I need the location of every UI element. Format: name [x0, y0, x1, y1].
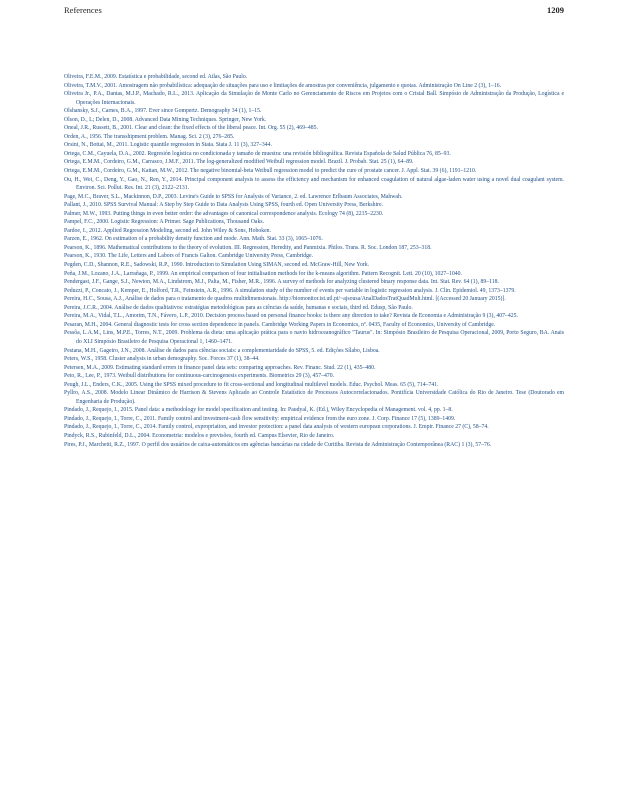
reference-entry[interactable]: Pearson, K., 1930. The Life, Letters and Labors of Francis Galton. Cambridge University Press, Cambridge.: [64, 253, 314, 260]
reference-entry[interactable]: Parzen, E., 1962. On estimation of a probability density function and mode. Ann. Math. Stat. 33 (3), 1065–1076.: [64, 236, 323, 243]
reference-entry[interactable]: Pegden, C.D., Shannon, R.E., Sadowski, R.P., 1990. Introduction to Simulation Using SIMAN, second ed. McGraw-Hill, New York.: [64, 262, 370, 269]
reference-entry[interactable]: Olshansky, S.J., Carnes, B.A., 1997. Ever since Gompertz. Demography 34 (1), 1–15.: [64, 108, 262, 115]
reference-entry[interactable]: Page, M.C., Braver, S.L., Mackinnon, D.P., 2003. Levine's Guide to SPSS for Analysis of Variance, 2. ed. Lawrence Erlbaum Associates, Mahwah.: [64, 193, 403, 200]
reference-entry[interactable]: Peters, W.S., 1958. Cluster analysis in urban demography. Soc. Forces 37 (1), 38–44.: [64, 356, 260, 363]
reference-entry[interactable]: Pereira, H.C., Sousa, A.J., Análise de dados para o tratamento de quadros multidimensionais. http://biomonitor.ist.utl.pt/~ajsousa/AnalDadosTratQuadMult.html. [(Accessed 20 January 2015)].: [64, 296, 506, 303]
reference-entry[interactable]: Pyllro, A.S., 2008. Modelo Linear Dinâmico de Harrison & Stevens Aplicado ao Controle Estatístico de Processos Autocorrelacionados. Pontifícia Universidade Católica do Rio de Janeiro. Tese (Doutorado em Engenharia de Produção).: [64, 390, 564, 405]
reference-entry[interactable]: Pallant, J., 2010. SPSS Survival Manual: A Step by Step Guide to Data Analysis Using SPSS, fourth ed. Open University Press, Berkshire.: [64, 202, 383, 209]
reference-entry[interactable]: Oliveira, F.E.M., 2009. Estatística e probabilidade, second ed. Atlas, São Paulo.: [64, 74, 248, 80]
reference-entry[interactable]: Petersen, M.A., 2009. Estimating standard errors in finance panel data sets: comparing approaches. Rev. Financ. Stud. 22 (1), 435–480.: [64, 364, 376, 371]
reference-entry[interactable]: Pesaran, M.H., 2004. General diagnostic tests for cross section dependence in panels. Cambridge Working Papers in Economics, nº. 0435, Faculty of Economics, University of Cambridge.: [64, 321, 496, 328]
reference-entry[interactable]: Pindado, J., Requejo, I., Torre, C., 2011. Family control and investment-cash flow sensitivity: empirical evidence from the euro zone. J. Corp. Finance 17 (5), 1389–1409.: [64, 415, 456, 422]
reference-entry[interactable]: Palmer, M.W., 1993. Putting things in even better order: the advantages of canonical correspondence analysis. Ecology 74 (8), 2215–2230.: [64, 210, 384, 217]
reference-entry[interactable]: Pestana, M.H., Gageiro, J.N., 2008. Análise de dados para ciências sociais: a complementaridade do SPSS, 5. ed. Edições Sílabo, Lisboa.: [64, 347, 380, 354]
reference-entry[interactable]: Pindado, J., Requejo, I., Torre, C., 2014. Family control, expropriation, and investor protection: a panel data analysis of western european corporations. J. Empir. Finance 27 (C), 58–74.: [64, 424, 489, 431]
reference-entry[interactable]: Peña, J.M., Lozano, J.A., Larrañaga, P., 1999. An empirical comparison of four initialisation methods for the k-means algorithm. Pattern Recognit. Lett. 20 (10), 1027–1040.: [64, 270, 462, 277]
reference-entry[interactable]: Orden, A., 1956. The transshipment problem. Manag. Sci. 2 (3), 276–285.: [64, 133, 235, 140]
reference-entry[interactable]: Pereira, M.A., Vidal, T.L., Amorim, T.N., Fávero, L.P., 2010. Decision process based on personal finance books: is there any direction to take? Revista de Economia e Administração 9 (3), 407–425.: [64, 313, 518, 320]
reference-entry[interactable]: Oliveira, T.M.V., 2001. Amostragem não probabilística: adequação de situações para uso e limitações de amostras por conveniência, julgamento e quotas. Administração On Line 2 (3), 1–16.: [64, 82, 502, 89]
reference-entry[interactable]: Olson, D., L; Delen, D., 2008. Advanced Data Mining Techniques. Springer, New York.: [64, 116, 267, 123]
reference-entry[interactable]: Pessôa, L.A.M., Lins, M.P.E., Torres, N.T., 2009. Problema da dieta: uma aplicação prática para o navio hidroceanográfico "Taurus". In: Simpósio Brasileiro de Pesquisa Operacional, 2009, Porto Seguro, BA. Anais do XLI Simpósio Brasileiro de Pesquisa Operacional 1, 1460–1471.: [64, 330, 564, 345]
reference-entry[interactable]: Peugh, J.L., Enders, C.K., 2005. Using the SPSS mixed procedure to fit cross-sectional and longitudinal multilevel models. Educ. Psychol. Meas. 65 (5), 714–741.: [64, 381, 439, 388]
reference-entry[interactable]: Pindado, J., Requejo, I., 2015. Panel data: a methodology for model specification and testing. In: Paudyal, K. (Ed.), Wiley Encyclopedia of Management. vol. 4, pp. 1–8.: [64, 407, 453, 414]
reference-entry[interactable]: Ortega, C.M., Cayuela, D.A., 2002. Regresión logística no condicionada y tamaño de muestra: una revisión bibliográfica. Revista Española de Salud Pública 76, 85–93.: [64, 150, 451, 157]
reference-entry[interactable]: Ou, H., Wei, C., Deng, Y., Gao, N., Ren, Y., 2014. Principal component analysis to assess the efficiency and mechanism for enhanced coagulation of natural algae-laden water using a novel dual coagulant system. Environ. Sci. Pollut. Res. Int. 21 (3), 2122–2131.: [64, 176, 564, 192]
reference-entry[interactable]: Peduzzi, P., Concato, J., Kemper, E., Holford, T.R., Feinstein, A.R., 1996. A simulation study of the number of events per variable in logistic regression analysis. J. Clin. Epidemiol. 49, 1373–1379.: [64, 287, 516, 294]
reference-entry[interactable]: Pires, P.J., Marchetti, R.Z., 1997. O perfil dos usuários de caixa-automáticos em agências bancárias na cidade de Curitiba. Revista de Administração Contemporânea (RAC) 1 (3), 57–76.: [64, 441, 492, 448]
reference-entry[interactable]: Peto, R., Lee, P., 1973. Weibull distributions for continuous-carcinogenesis experiments. Biometrics 29 (3), 457–470.: [64, 373, 335, 380]
reference-entry[interactable]: Orsini, N., Bottai, M., 2011. Logistic quantile regression in Stata. Stata J. 11 (3), 327–344.: [64, 142, 272, 149]
page-number: 1209: [547, 5, 564, 15]
reference-entry[interactable]: Pardoe, I., 2012. Applied Regression Modeling, second ed. John Wiley & Sons, Hoboken.: [64, 227, 271, 234]
reference-entry[interactable]: Pendergast, J.F., Gange, S.J., Newton, M.A., Lindstrom, M.J., Palta, M., Fisher, M.R., 1996. A survey of methods for analyzing clustered binary response data. Int. Stat. Rev. 64 (1), 89–118.: [64, 279, 499, 286]
running-header-title: References: [64, 5, 102, 15]
reference-entry[interactable]: Ortega, E.M.M., Cordeiro, G.M., Carrasco, J.M.F., 2011. The log-generalized modified Weibull regression model. Brazil. J. Probab. Stat. 25 (1), 64–89.: [64, 159, 414, 166]
reference-entry[interactable]: Pampel, F.C., 2000. Logistic Regression: A Primer. Sage Publications, Thousand Oaks.: [64, 219, 265, 226]
reference-entry[interactable]: Oneal, J.R., Russett, B., 2001. Clear and clean: the fixed effects of the liberal peace. Int. Org. 55 (2), 469–485.: [64, 125, 318, 132]
reference-entry[interactable]: Ortega, E.M.M., Cordeiro, G.M., Kattan, M.W., 2012. The negative binomial-beta Weibull regression model to predict the cure of prostate cancer. J. Appl. Stat. 39 (6), 1191–1210.: [64, 168, 477, 175]
reference-entry[interactable]: Oliveira Jr., P.A., Dantas, M.J.P., Machado, R.L., 2013. Aplicação da Simulação de Monte Carlo no Gerenciamento de Riscos em Projetos com o Cristal Ball. Simpósio de Administração da Produção, Logística e Operações Internacionais.: [64, 91, 564, 106]
reference-list: [64, 73, 564, 449]
reference-entry[interactable]: Pindyck, R.S., Rubinfeld, D.L., 2004. Econometria: modelos e previsões, fourth ed. Campus Elsevier, Rio de Janeiro.: [64, 432, 335, 439]
reference-entry[interactable]: Pereira, J.C.R., 2004. Análise de dados qualitativos: estratégias metodológicas para as ciências da saúde, humanas e sociais, third ed. Edusp, São Paulo.: [64, 304, 413, 311]
running-header: [64, 5, 564, 19]
reference-entry[interactable]: Pearson, K., 1896. Mathematical contributions to the theory of evolution. III. Regression, Heredity, and Panmixia. Philos. Trans. R. Soc. London 187, 253–318.: [64, 244, 432, 251]
